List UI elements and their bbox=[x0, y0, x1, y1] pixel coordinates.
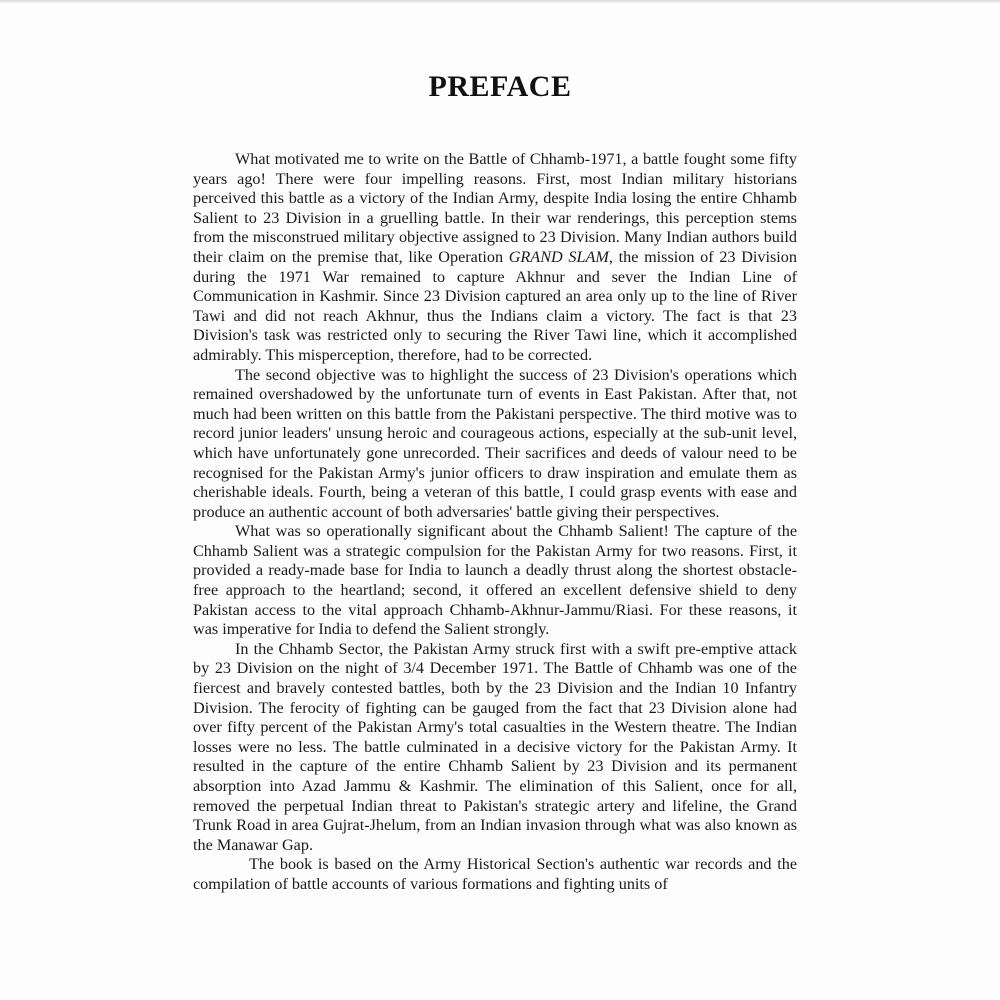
page-top-edge bbox=[0, 0, 1000, 3]
paragraph-1 bbox=[193, 150, 797, 366]
paragraph-1-part-1: What motivated me to write on the Battle of Chhamb-1971, a battle fought some fifty years ago! There were four impelling reasons. First, most Indian military historians perceived this battle as a victory of the Indian Army, despite India losing the entire Chhamb Salient to 23 Division in a gruelling battle. In their war renderings, this perception stems from the misconstrued military objective assigned to 23 Division. Many Indian authors build their claim on the premise that, like Operation bbox=[193, 150, 797, 266]
operation-name-emphasis: GRAND SLAM bbox=[508, 247, 609, 266]
paragraph-1-part-2: , the mission of 23 Division during the 1971 War remained to capture Akhnur and sever the Indian Line of Communication in Kashmir. Since 23 Division captured an area only up to the line of River Tawi and did not reach Akhnur, thus the Indians claim a victory. The fact is that 23 Division's task was restricted only to securing the River Tawi line, which it accomplished admirably. This misperception, therefore, had to be corrected. bbox=[193, 247, 797, 364]
paragraph-5: The book is based on the Army Historical Section's authentic war records and the compilation of battle accounts of various formations and fighting units of bbox=[193, 855, 797, 893]
page-title: PREFACE bbox=[428, 70, 572, 103]
paragraph-2: The second objective was to highlight the success of 23 Division's operations which remained overshadowed by the unfortunate turn of events in East Pakistan. After that, not much had been written on this battle from the Pakistani perspective. The third motive was to record junior leaders' unsung heroic and courageous actions, especially at the sub-unit level, which have unfortunately gone unrecorded. Their sacrifices and deeds of valour need to be recognised for the Pakistan Army's junior officers to draw inspiration and emulate them as cherishable ideals. Fourth, being a veteran of this battle, I could grasp events with ease and produce an authentic account of both adversaries' battle giving their perspectives. bbox=[193, 365, 797, 521]
paragraph-3: What was so operationally significant about the Chhamb Salient! The capture of the Chhamb Salient was a strategic compulsion for the Pakistan Army for two reasons. First, it provided a ready-made base for India to launch a deadly thrust along the shortest obstacle-free approach to the heartland; second, it offered an excellent defensive shield to deny Pakistan access to the vital approach Chhamb-Akhnur-Jammu/Riasi. For these reasons, it was imperative for India to defend the Salient strongly. bbox=[193, 522, 797, 639]
body-text bbox=[193, 150, 797, 895]
paragraph-4: In the Chhamb Sector, the Pakistan Army struck first with a swift pre-emptive attack by 23 Division on the night of 3/4 December 1971. The Battle of Chhamb was one of the fiercest and bravely contested battles, both by the 23 Division and the Indian 10 Infantry Division. The ferocity of fighting can be gauged from the fact that 23 Division alone had over fifty percent of the Pakistan Army's total casualties in the Western theatre. The Indian losses were no less. The battle culminated in a decisive victory for the Pakistan Army. It resulted in the capture of the entire Chhamb Salient by 23 Division and its permanent absorption into Azad Jammu & Kashmir. The elimination of this Salient, once for all, removed the perpetual Indian threat to Pakistan's strategic artery and lifeline, the Grand Trunk Road in area Gujrat-Jhelum, from an Indian invasion through what was also known as the Manawar Gap. bbox=[193, 639, 797, 854]
